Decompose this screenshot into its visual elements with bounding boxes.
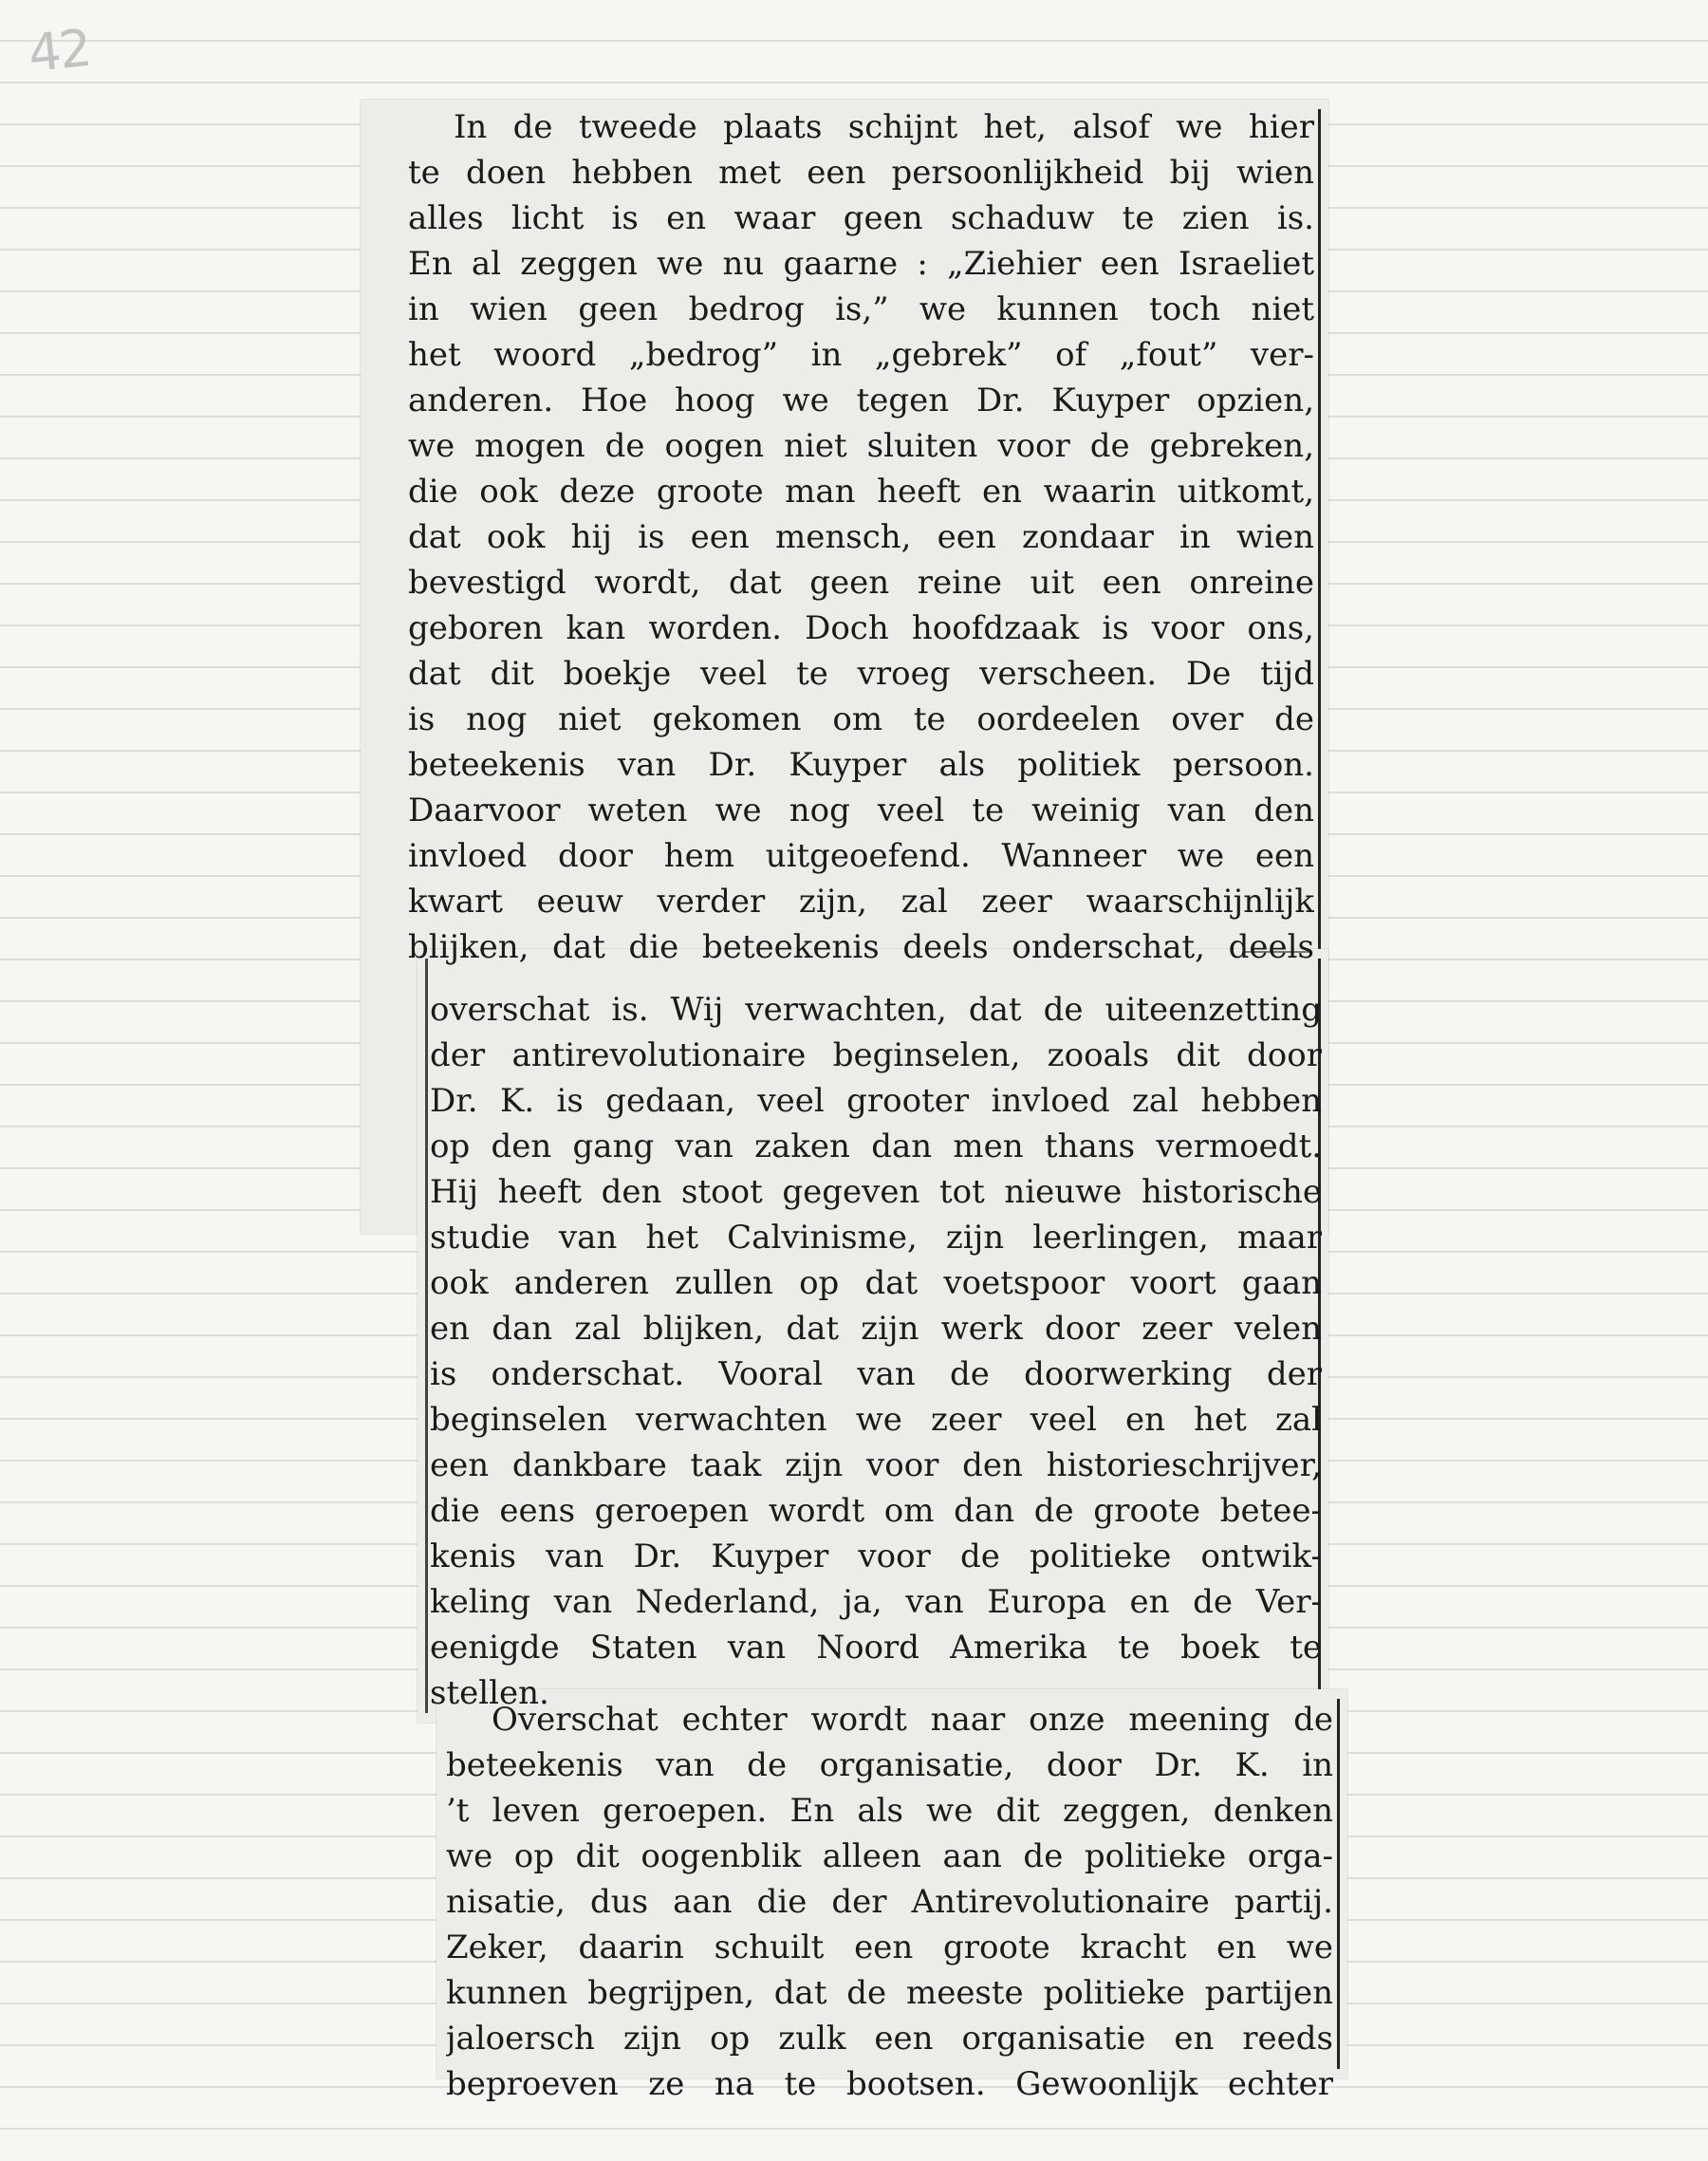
text-line: der antirevolutionaire beginselen, zooals dit door bbox=[430, 1036, 1322, 1074]
text-line: kenis van Dr. Kuyper voor de politieke ontwik- bbox=[430, 1537, 1322, 1575]
clipping-text-2 bbox=[430, 987, 1322, 1716]
page-number: 42 bbox=[25, 17, 93, 84]
text-line: beginselen verwachten we zeer veel en het zal bbox=[430, 1401, 1322, 1439]
text-line: jaloersch zijn op zulk een organisatie en reeds bbox=[446, 2020, 1333, 2058]
text-line: en dan zal blijken, dat zijn werk door zeer velen bbox=[430, 1310, 1322, 1348]
text-line: een dankbare taak zijn voor den historieschrijver, bbox=[430, 1446, 1322, 1484]
text-line: geboren kan worden. Doch hoofdzaak is voor ons, bbox=[408, 609, 1314, 647]
text-line: nisatie, dus aan die der Antirevolutionaire partij. bbox=[446, 1883, 1333, 1921]
text-line: stellen. bbox=[430, 1674, 549, 1712]
text-line: ’t leven geroepen. En als we dit zeggen, denken bbox=[446, 1792, 1333, 1830]
text-line: kwart eeuw verder zijn, zal zeer waarschijnlijk bbox=[408, 883, 1314, 921]
text-line: te doen hebben met een persoonlijkheid bij wien bbox=[408, 154, 1314, 192]
text-line: dat ook hij is een mensch, een zondaar in wien bbox=[408, 518, 1314, 556]
text-line: Daarvoor weten we nog veel te weinig van den bbox=[408, 792, 1314, 829]
clipping-text-3 bbox=[446, 1697, 1333, 2107]
column-rule-left bbox=[425, 959, 428, 1713]
column-rule bbox=[1337, 1699, 1340, 2069]
text-line: op den gang van zaken dan men thans vermoedt. bbox=[430, 1127, 1322, 1165]
text-line: we op dit oogenblik alleen aan de politieke orga- bbox=[446, 1837, 1333, 1875]
text-line: anderen. Hoe hoog we tegen Dr. Kuyper opzien, bbox=[408, 382, 1314, 419]
text-line: we mogen de oogen niet sluiten voor de gebreken, bbox=[408, 427, 1314, 465]
text-line: beteekenis van Dr. Kuyper als politiek persoon. bbox=[408, 746, 1314, 784]
text-line: blijken, dat die beteekenis deels onderschat, deels bbox=[408, 928, 1314, 966]
text-line: kunnen begrijpen, dat de meeste politieke partijen bbox=[446, 1974, 1333, 2012]
text-line: studie van het Calvinisme, zijn leerlingen, maar bbox=[430, 1219, 1322, 1257]
text-line: invloed door hem uitgeoefend. Wanneer we een bbox=[408, 837, 1314, 875]
text-line: Overschat echter wordt naar onze meening de bbox=[492, 1701, 1333, 1739]
text-line: bevestigd wordt, dat geen reine uit een onreine bbox=[408, 564, 1314, 602]
text-line: dat dit boekje veel te vroeg verscheen. De tijd bbox=[408, 655, 1314, 693]
text-line: Zeker, daarin schuilt een groote kracht en we bbox=[446, 1928, 1333, 1966]
text-line: is nog niet gekomen om te oordeelen over de bbox=[408, 700, 1314, 738]
text-line: overschat is. Wij verwachten, dat de uiteenzetting bbox=[430, 991, 1322, 1029]
text-line: keling van Nederland, ja, van Europa en de Ver- bbox=[430, 1583, 1322, 1621]
text-line: En al zeggen we nu gaarne : „Ziehier een Israeliet bbox=[408, 245, 1314, 283]
text-line: ook anderen zullen op dat voetspoor voort gaan bbox=[430, 1264, 1322, 1302]
text-line: het woord „bedrog” in „gebrek” of „fout” ver- bbox=[408, 336, 1314, 374]
text-line: Hij heeft den stoot gegeven tot nieuwe historische bbox=[430, 1173, 1322, 1211]
text-line: beteekenis van de organisatie, door Dr. K. in bbox=[446, 1746, 1333, 1784]
text-line: die eens geroepen wordt om dan de groote betee- bbox=[430, 1492, 1322, 1530]
text-line: in wien geen bedrog is,” we kunnen toch niet bbox=[408, 290, 1314, 328]
text-line: die ook deze groote man heeft en waarin uitkomt, bbox=[408, 473, 1314, 511]
text-line: Dr. K. is gedaan, veel grooter invloed zal hebben bbox=[430, 1082, 1322, 1120]
text-line: alles licht is en waar geen schaduw te zien is. bbox=[408, 199, 1314, 237]
clipping-text-1 bbox=[408, 104, 1314, 970]
text-line: In de tweede plaats schijnt het, alsof we hier bbox=[454, 108, 1314, 146]
text-line: is onderschat. Vooral van de doorwerking der bbox=[430, 1355, 1322, 1393]
text-line: beproeven ze na te bootsen. Gewoonlijk echter bbox=[446, 2065, 1333, 2103]
text-line: eenigde Staten van Noord Amerika te boek te bbox=[430, 1629, 1322, 1667]
